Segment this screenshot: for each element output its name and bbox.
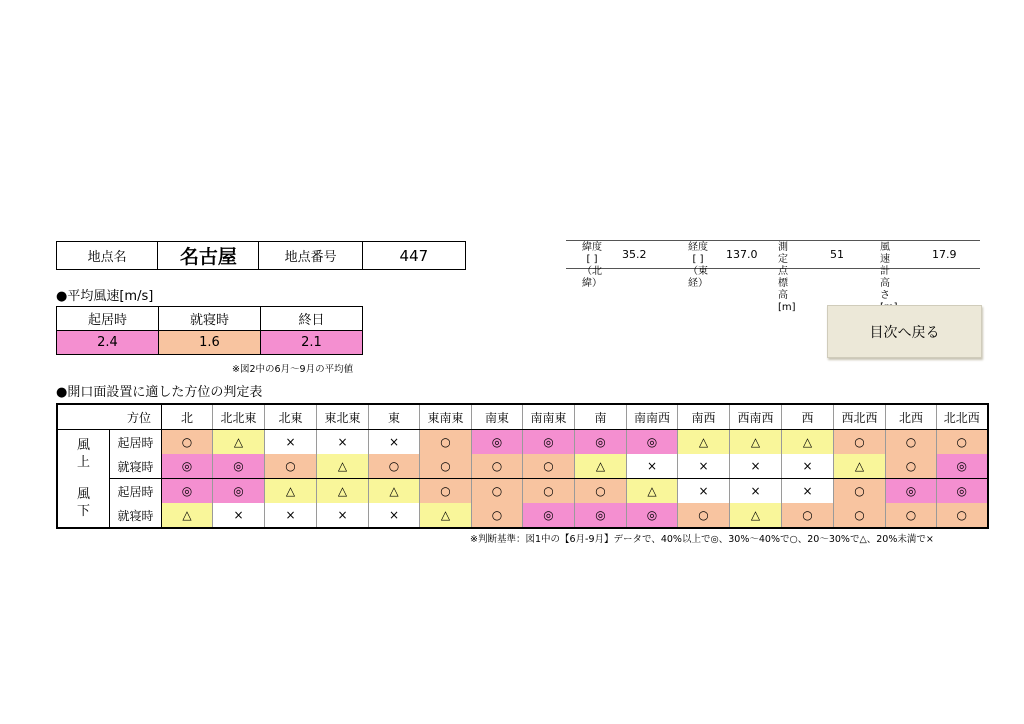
judge-cell: × <box>213 503 265 528</box>
direction-ene: 東北東 <box>317 404 369 430</box>
station-number: 447 <box>362 242 465 270</box>
elevation-value: 51 <box>830 248 844 261</box>
judge-cell: × <box>730 454 782 479</box>
latitude-value: 35.2 <box>622 248 647 261</box>
direction-nnw: 北北西 <box>937 404 988 430</box>
judge-row <box>57 430 988 455</box>
latitude-label: 緯度[ ] <box>582 242 602 265</box>
speed-note: ※図2中の6月～9月の平均値 <box>232 364 354 375</box>
judge-cell: △ <box>627 479 678 504</box>
direction-wnw: 西北西 <box>834 404 886 430</box>
elevation-label: 測定点 <box>778 242 788 277</box>
judge-cell: ○ <box>369 454 420 479</box>
station-name-label: 地点名 <box>57 242 158 270</box>
judge-cell: ◎ <box>523 503 575 528</box>
judge-cell: ○ <box>886 454 937 479</box>
direction-sse: 南南東 <box>523 404 575 430</box>
judge-note: ※判断基準：図1中の【6月-9月】データで、40%以上で◎、30%～40%で○、20～30%で△、20%未満で× <box>470 534 934 545</box>
wind-side-label: 風 下 <box>57 479 110 529</box>
judge-cell: ○ <box>782 503 834 528</box>
judge-cell: ◎ <box>472 430 523 455</box>
judge-cell: ○ <box>420 430 472 455</box>
judge-cell: ○ <box>472 503 523 528</box>
speed-header-waking: 起居時 <box>57 307 159 331</box>
direction-se: 南東 <box>472 404 523 430</box>
judge-cell: ○ <box>523 479 575 504</box>
longitude-label: 経度[ ] <box>688 242 708 265</box>
judge-row <box>57 503 988 528</box>
anemometer-height-value: 17.9 <box>932 248 957 261</box>
judge-cell: ◎ <box>523 430 575 455</box>
direction-corner: 方位 <box>57 404 162 430</box>
judge-cell: △ <box>213 430 265 455</box>
direction-s: 南 <box>575 404 627 430</box>
judge-cell: ◎ <box>937 479 988 504</box>
judge-cell: ◎ <box>627 430 678 455</box>
station-header <box>56 241 466 270</box>
latitude-sublabel: （北緯） <box>582 266 602 289</box>
longitude-value: 137.0 <box>726 248 758 261</box>
judge-row <box>57 479 988 504</box>
judge-cell: ○ <box>420 454 472 479</box>
direction-judgement-table <box>56 403 989 529</box>
judge-cell: ○ <box>420 479 472 504</box>
judge-row <box>57 454 988 479</box>
judge-section-title: ●開口面設置に適した方位の判定表 <box>56 385 263 400</box>
speed-header-allday: 終日 <box>261 307 363 331</box>
judge-cell: △ <box>162 503 213 528</box>
judge-cell: × <box>265 503 317 528</box>
judge-cell: × <box>317 503 369 528</box>
anemometer-height-label: 風速計 <box>880 242 890 277</box>
direction-ne: 北東 <box>265 404 317 430</box>
average-wind-speed-table <box>56 306 363 355</box>
time-of-day-label: 起居時 <box>110 430 162 455</box>
judge-cell: ◎ <box>213 479 265 504</box>
judge-cell: ○ <box>678 503 730 528</box>
anemometer-height-sublabel: 高さ <box>880 278 890 301</box>
direction-nne: 北北東 <box>213 404 265 430</box>
judge-cell: × <box>265 430 317 455</box>
direction-ese: 東南東 <box>420 404 472 430</box>
direction-ssw: 南南西 <box>627 404 678 430</box>
judge-cell: △ <box>678 430 730 455</box>
judge-cell: × <box>369 503 420 528</box>
direction-n: 北 <box>162 404 213 430</box>
judge-cell: ◎ <box>575 430 627 455</box>
elevation-sublabel: 標高[m] <box>778 278 796 313</box>
speed-header-sleeping: 就寝時 <box>159 307 261 331</box>
station-name: 名古屋 <box>158 242 259 270</box>
station-number-label: 地点番号 <box>259 242 362 270</box>
direction-sw: 南西 <box>678 404 730 430</box>
judge-cell: △ <box>834 454 886 479</box>
judge-cell: ○ <box>937 503 988 528</box>
judge-cell: ◎ <box>627 503 678 528</box>
judge-cell: ◎ <box>886 479 937 504</box>
back-to-contents-button[interactable]: 目次へ戻る <box>827 305 982 358</box>
judge-cell: ○ <box>937 430 988 455</box>
direction-wsw: 西南西 <box>730 404 782 430</box>
judge-cell: △ <box>420 503 472 528</box>
judge-cell: × <box>678 454 730 479</box>
judge-cell: △ <box>317 454 369 479</box>
judge-cell: × <box>627 454 678 479</box>
judge-cell: ○ <box>575 479 627 504</box>
direction-header-row <box>57 404 988 430</box>
wind-side-label: 風 上 <box>57 430 110 479</box>
judge-cell: ○ <box>834 430 886 455</box>
judge-cell: ○ <box>886 430 937 455</box>
judge-cell: × <box>782 454 834 479</box>
judge-cell: ○ <box>886 503 937 528</box>
judge-cell: △ <box>369 479 420 504</box>
speed-value-waking: 2.4 <box>57 331 159 355</box>
judge-cell: △ <box>575 454 627 479</box>
judge-cell: ○ <box>162 430 213 455</box>
judge-cell: × <box>369 430 420 455</box>
longitude-sublabel: （東経） <box>688 266 708 289</box>
judge-cell: ○ <box>472 479 523 504</box>
judge-cell: ○ <box>472 454 523 479</box>
judge-cell: × <box>730 479 782 504</box>
judge-cell: × <box>782 479 834 504</box>
judge-cell: △ <box>782 430 834 455</box>
time-of-day-label: 就寝時 <box>110 454 162 479</box>
time-of-day-label: 就寝時 <box>110 503 162 528</box>
coordinates-strip <box>566 240 980 313</box>
judge-cell: ◎ <box>162 479 213 504</box>
speed-value-allday: 2.1 <box>261 331 363 355</box>
direction-nw: 北西 <box>886 404 937 430</box>
judge-cell: ◎ <box>213 454 265 479</box>
time-of-day-label: 起居時 <box>110 479 162 504</box>
judge-cell: △ <box>730 503 782 528</box>
judge-cell: ○ <box>523 454 575 479</box>
judge-cell: ◎ <box>575 503 627 528</box>
direction-w: 西 <box>782 404 834 430</box>
speed-section-title: ●平均風速[m/s] <box>56 289 154 304</box>
judge-cell: ○ <box>834 503 886 528</box>
direction-e: 東 <box>369 404 420 430</box>
judge-cell: ○ <box>834 479 886 504</box>
judge-cell: ◎ <box>937 454 988 479</box>
judge-cell: △ <box>317 479 369 504</box>
judge-cell: ○ <box>265 454 317 479</box>
judge-cell: ◎ <box>162 454 213 479</box>
judge-cell: △ <box>730 430 782 455</box>
judge-cell: × <box>317 430 369 455</box>
speed-value-sleeping: 1.6 <box>159 331 261 355</box>
judge-cell: × <box>678 479 730 504</box>
judge-cell: △ <box>265 479 317 504</box>
